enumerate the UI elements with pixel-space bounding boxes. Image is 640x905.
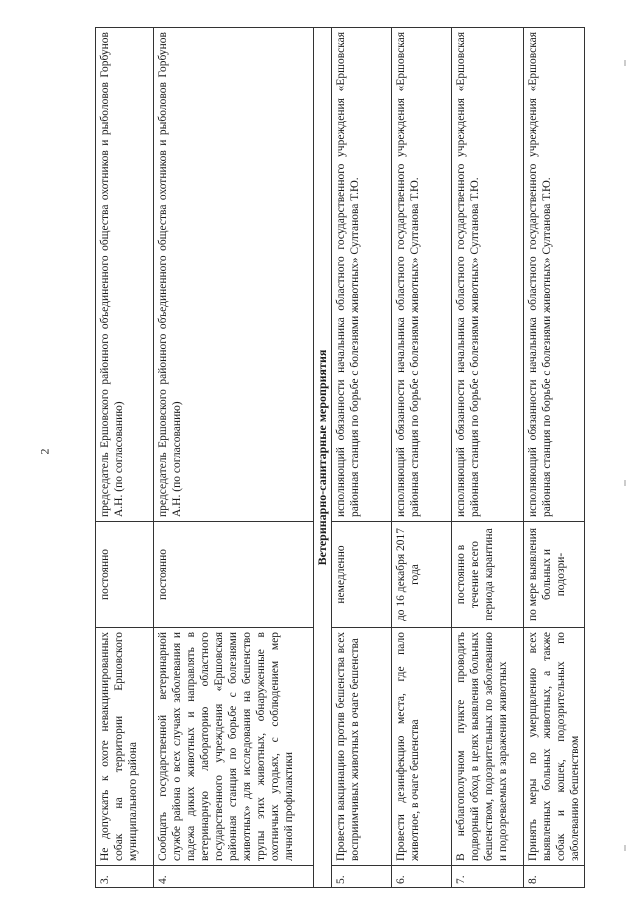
section-title: Ветеринарно-санитарные мероприятия — [314, 28, 332, 888]
page-number: 2 — [37, 448, 52, 455]
measures-table — [95, 27, 585, 888]
row-number: 5. — [332, 866, 392, 888]
row-number: 3. — [96, 866, 154, 888]
action-cell: В неблагополучном пункте проводить подворный обход в целях выявления больных бешенством, подозрительных по заболеванию и подозреваемых в заражении животных — [452, 628, 524, 866]
action-cell: Принять меры по умерщвлению всех выявленных больных животных, а также собак и кошек, подозрительных по заболеванию бешенством — [524, 628, 585, 866]
term-cell: по мере выявления больных и подозри- — [524, 522, 585, 628]
term-cell: постоянно — [154, 522, 314, 628]
responsible-cell: исполняющий обязанности начальника областного государственного учреждения «Ершовская районная станция по борьбе с болезнями животных» Султанова Т.Ю. — [524, 28, 585, 522]
action-cell: Провести дезинфекцию места, где пало животное, в очаге бешенства — [392, 628, 452, 866]
rotated-table-area — [95, 28, 581, 888]
section-row — [314, 28, 332, 888]
row-number: 8. — [524, 866, 585, 888]
responsible-cell: исполняющий обязанности начальника областного государственного учреждения «Ершовская районная станция по борьбе с болезнями животных» Султанова Т.Ю. — [452, 28, 524, 522]
row-number: 4. — [154, 866, 314, 888]
table-row — [332, 28, 392, 888]
row-number: 6. — [392, 866, 452, 888]
term-cell: до 16 декабря 2017 года — [392, 522, 452, 628]
action-cell: Не допускать к охоте невакцинированных собак на территории Ершовского муниципального района — [96, 628, 154, 866]
action-cell: Провести вакцинацию против бешенства всех восприимчивых животных в очаге бешенства — [332, 628, 392, 866]
term-cell: немедленно — [332, 522, 392, 628]
table-row — [154, 28, 314, 888]
table-row — [392, 28, 452, 888]
term-cell: постоянно в течение всего периода карантина — [452, 522, 524, 628]
table-row — [452, 28, 524, 888]
responsible-cell: председатель Ершовского районного объединенного общества охотников и рыболовов Горбунов А.Н. (по согласованию) — [154, 28, 314, 522]
term-cell: постоянно — [96, 522, 154, 628]
table-row — [524, 28, 585, 888]
action-cell: Сообщать государственной ветеринарной службе района о всех случаях заболевания и падежа диких животных и направлять в ветеринарную лабораторию областного государственного учреждения «Ершовская районная станция по борьбе с болезнями животных» для исследования на бешенство трупы этих животных, обнаруженные в охотничьих угодьях, с соблюдением мер личной профилактики — [154, 628, 314, 866]
row-number: 7. — [452, 866, 524, 888]
scan-edge-marks — [622, 0, 628, 905]
responsible-cell: исполняющий обязанности начальника областного государственного учреждения «Ершовская районная станция по борьбе с болезнями животных» Султанова Т.Ю. — [392, 28, 452, 522]
responsible-cell: председатель Ершовского районного объединенного общества охотников и рыболовов Горбунов А.Н. (по согласованию) — [96, 28, 154, 522]
table-row — [96, 28, 154, 888]
responsible-cell: исполняющий обязанности начальника областного государственного учреждения «Ершовская районная станция по борьбе с болезнями животных» Султанова Т.Ю. — [332, 28, 392, 522]
